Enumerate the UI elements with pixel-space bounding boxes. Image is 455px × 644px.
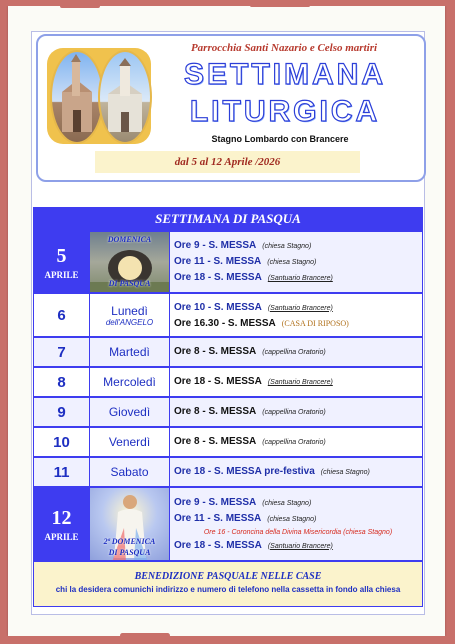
events-cell bbox=[170, 428, 422, 456]
event-line: Ore 11 - S. MESSA (chiesa Stagno) bbox=[174, 512, 317, 524]
day-number: 8 bbox=[34, 368, 90, 396]
event-line: Ore 8 - S. MESSA (cappellina Oratorio) bbox=[174, 436, 326, 447]
church-photo-stagno bbox=[50, 50, 104, 144]
table-title: SETTIMANA DI PASQUA bbox=[33, 207, 423, 231]
month-label: APRILE bbox=[44, 531, 79, 542]
table-row bbox=[33, 397, 423, 427]
sunday-label-top: 2ª DOMENICA bbox=[103, 537, 156, 546]
divine-mercy-image bbox=[90, 488, 170, 560]
table-row bbox=[33, 487, 423, 561]
day-cell bbox=[34, 232, 90, 292]
event-line: Ore 18 - S. MESSA (Santuario Brancere) bbox=[174, 376, 333, 387]
place-name: Stagno Lombardo con Brancere bbox=[211, 134, 349, 144]
day-name: Sabato bbox=[90, 458, 170, 486]
footer-note bbox=[33, 561, 423, 607]
event-line: Ore 16.30 - S. MESSA (CASA DI RIPOSO) bbox=[174, 317, 349, 329]
day-name-cell bbox=[90, 294, 170, 336]
table-row bbox=[33, 293, 423, 337]
event-line: Ore 11 - S. MESSA (chiesa Stagno) bbox=[174, 256, 317, 267]
event-line: Ore 18 - S. MESSA (Santuario Brancere) bbox=[174, 272, 333, 283]
events-cell bbox=[170, 398, 422, 426]
footer-text: chi la desidera comunichi indirizzo e numero di telefono nella cassetta in fondo alla chiesa bbox=[55, 585, 401, 594]
church-photo-brancere bbox=[98, 50, 152, 144]
events-cell bbox=[170, 232, 422, 292]
events-cell bbox=[170, 338, 422, 366]
day-cell bbox=[34, 488, 90, 560]
day-number: 5 bbox=[56, 244, 67, 267]
event-line: Ore 9 - S. MESSA (chiesa Stagno) bbox=[174, 496, 312, 508]
sunday-label-bottom: DI PASQUA bbox=[108, 279, 151, 288]
day-number: 11 bbox=[34, 458, 90, 486]
event-line: Ore 10 - S. MESSA (Santuario Brancere) bbox=[174, 301, 333, 313]
day-name: Mercoledì bbox=[90, 368, 170, 396]
day-name: Giovedì bbox=[90, 398, 170, 426]
event-line: Ore 9 - S. MESSA (chiesa Stagno) bbox=[174, 240, 312, 251]
events-cell bbox=[170, 368, 422, 396]
sunday-label-top: DOMENICA bbox=[107, 235, 152, 244]
sunday-label-bottom: DI PASQUA bbox=[108, 548, 151, 557]
day-number: 9 bbox=[34, 398, 90, 426]
table-row bbox=[33, 427, 423, 457]
day-subname: dell'ANGELO bbox=[105, 317, 154, 327]
table-row bbox=[33, 457, 423, 487]
title-settimana: SETTIMANA bbox=[184, 58, 386, 91]
events-cell bbox=[170, 294, 422, 336]
event-line: Ore 8 - S. MESSA (cappellina Oratorio) bbox=[174, 406, 326, 417]
day-name: Lunedì bbox=[111, 303, 148, 318]
day-number: 10 bbox=[34, 428, 90, 456]
date-range: dal 5 al 12 Aprile /2026 bbox=[95, 151, 360, 173]
footer-title: BENEDIZIONE PASQUALE NELLE CASE bbox=[134, 571, 322, 582]
day-number: 7 bbox=[34, 338, 90, 366]
parish-name: Parrocchia Santi Nazario e Celso martiri bbox=[190, 42, 378, 54]
month-label: APRILE bbox=[44, 269, 79, 280]
table-row bbox=[33, 337, 423, 367]
event-line-coroncina: Ore 16 - Coroncina della Divina Misericordia (chiesa Stagno) bbox=[203, 528, 393, 536]
title-liturgica: LITURGICA bbox=[189, 95, 381, 128]
easter-tomb-image bbox=[90, 232, 170, 292]
day-number: 12 bbox=[51, 506, 72, 529]
events-cell bbox=[170, 458, 422, 486]
event-line: Ore 18 - S. MESSA pre-festiva (chiesa Stagno) bbox=[174, 466, 370, 477]
table-row bbox=[33, 231, 423, 293]
day-number: 6 bbox=[34, 294, 90, 336]
table-row bbox=[33, 367, 423, 397]
day-name: Venerdì bbox=[90, 428, 170, 456]
day-name: Martedì bbox=[90, 338, 170, 366]
events-cell bbox=[170, 488, 422, 560]
event-line: Ore 18 - S. MESSA (Santuario Brancere) bbox=[174, 539, 333, 551]
event-line: Ore 8 - S. MESSA (cappellina Oratorio) bbox=[174, 346, 326, 357]
